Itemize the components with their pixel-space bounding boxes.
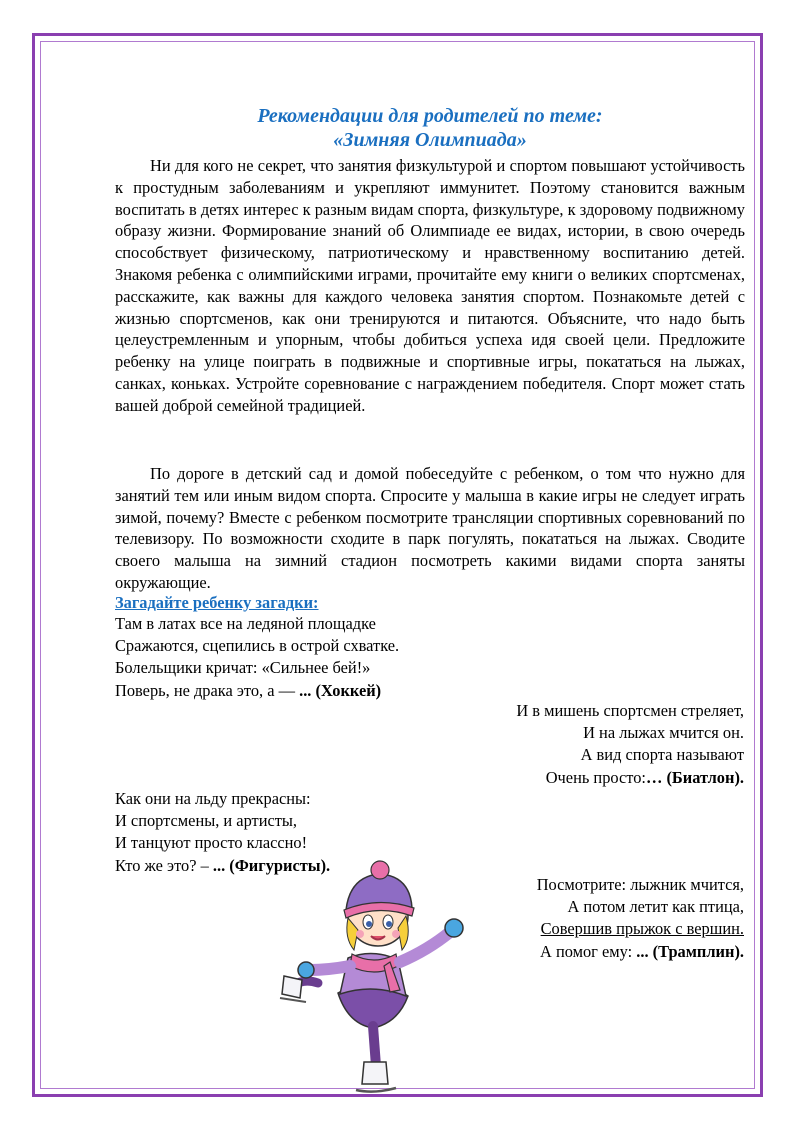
riddle-ski-jump <box>537 874 744 963</box>
riddle-line: И в мишень спортсмен стреляет, <box>516 701 744 720</box>
riddle-line: Там в латах все на ледяной площадке <box>115 614 376 633</box>
riddle-biathlon <box>516 700 744 789</box>
riddle-answer: ... (Фигуристы). <box>212 855 331 875</box>
riddle-line: Как они на льду прекрасны: <box>115 789 311 808</box>
riddle-line: А потом летит как птица, <box>567 897 744 917</box>
riddle-line: Посмотрите: лыжник мчится, <box>536 875 744 894</box>
riddle-last-line <box>537 941 744 963</box>
riddle-prefix: Поверь, не драка это, а — <box>115 680 300 700</box>
title-line-1: Рекомендации для родителей по теме: <box>257 105 603 127</box>
riddle-line: Болельщики кричат: «Сильнее бей!» <box>115 658 371 678</box>
riddle-line: И спортсмены, и артисты, <box>115 811 298 831</box>
riddle-answer: … (Биатлон). <box>645 767 744 787</box>
riddle-line: И танцуют просто классно! <box>115 833 308 853</box>
riddle-prefix: А помог ему: <box>540 941 637 961</box>
riddle-answer: ... (Трамплин). <box>636 941 744 961</box>
title-line-2: «Зимняя Олимпиада» <box>333 129 527 151</box>
riddle-hockey <box>115 613 399 702</box>
riddles-heading: Загадайте ребенку загадки: <box>115 593 319 612</box>
riddle-last-line <box>516 767 744 789</box>
riddle-line: Сражаются, сцепились в острой схватке. <box>115 636 400 656</box>
paragraph-2: По дороге в детский сад и домой побеседуйте с ребенком, о том что нужно для занятий тем или иным видом спорта. Спросите у малыша в какие игры не следует играть зимой, почему? Вместе с ребенком посмотрите трансляции спортивных соревнований по телевизору. По возможности сходите в парк погулять, покататься на лыжах. Сводите своего малыша на зимний стадион посмотреть какими видами спорта заняты окружающие. <box>115 464 745 592</box>
riddle-line: А вид спорта называют <box>580 745 744 765</box>
riddle-answer: ... (Хоккей) <box>299 680 382 700</box>
riddle-prefix: Кто же это? – <box>115 855 213 875</box>
paragraph-1: Ни для кого не секрет, что занятия физкультурой и спортом повышают устойчивость к простудным заболеваниям и укрепляют иммунитет. Поэтому становится важным воспитать в детях интерес к разным видам спорта, физкультуре, к здоровому подвижному образу жизни. Формирование знаний об Олимпиаде ее видах, истории, в свою очередь способствует физическому, патриотическому и нравственному воспитанию детей. Знакомя ребенка с олимпийскими играми, прочитайте ему книги о великих спортсменах, расскажите, как важны для каждого человека занятия спортом. Познакомьте детей с жизнью спортсменов, как они тренируются и питаются. Объясните, что надо быть целеустремленным и упорным, чтобы добиться успеха идя своей цели. Предложите ребенку на улице поиграть в подвижные и спортивные игры, покататься на лыжах, санках, коньках. Устройте соревнование с награждением победителя. Спорт может стать вашей доброй семейной традицией. <box>115 156 745 415</box>
riddle-line: И на лыжах мчится он. <box>583 723 744 743</box>
riddle-last-line <box>115 680 399 702</box>
figure-skater-girl-illustration <box>278 858 478 1098</box>
riddle-line: Совершив прыжок с вершин. <box>540 919 744 939</box>
riddle-prefix: Очень просто: <box>545 767 646 787</box>
